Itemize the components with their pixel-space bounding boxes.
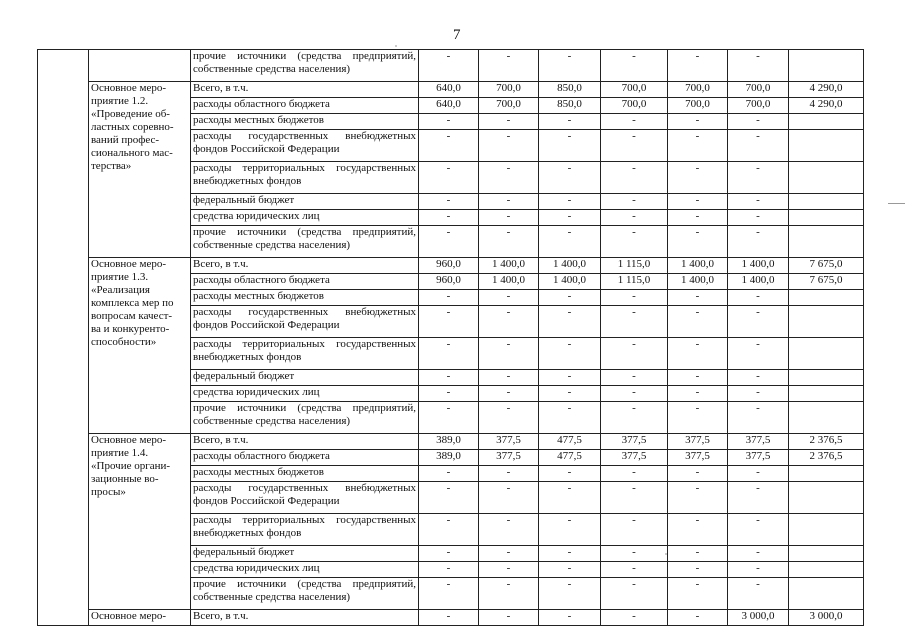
value-cell: - <box>419 370 479 386</box>
value-cell: - <box>668 194 728 210</box>
value-cell: - <box>601 514 668 546</box>
measure-name-line: приятие 1.4. <box>91 447 149 459</box>
value-cell <box>789 578 864 610</box>
value-cell: 389,0 <box>419 434 479 450</box>
value-cell: 850,0 <box>539 98 601 114</box>
value-cell: 7 675,0 <box>789 258 864 274</box>
value-cell: - <box>419 578 479 610</box>
value-cell: - <box>601 306 668 338</box>
measure-name-cell <box>89 50 191 82</box>
value-cell: - <box>668 306 728 338</box>
value-cell <box>789 338 864 370</box>
funding-source-cell: расходы местных бюджетов <box>191 114 419 130</box>
value-cell: 850,0 <box>539 82 601 98</box>
measure-name-line: приятие 1.2. <box>91 95 149 107</box>
value-cell <box>789 482 864 514</box>
funding-source-cell: прочие источники (средства предприятий, собственные средства населения) <box>191 578 419 610</box>
value-cell: - <box>668 562 728 578</box>
value-cell: 7 675,0 <box>789 274 864 290</box>
margin-mark <box>888 203 905 204</box>
value-cell: - <box>728 514 789 546</box>
table-row <box>38 50 864 82</box>
value-cell: - <box>539 194 601 210</box>
value-cell: 1 400,0 <box>728 274 789 290</box>
funding-source-cell: прочие источники (средства предприятий, собственные средства населения) <box>191 50 419 82</box>
value-cell: - <box>479 610 539 626</box>
value-cell: - <box>539 162 601 194</box>
value-cell: - <box>539 290 601 306</box>
measure-name-line: «Проведение об- <box>91 108 170 120</box>
value-cell: - <box>728 546 789 562</box>
value-cell: 700,0 <box>668 82 728 98</box>
value-cell: - <box>728 162 789 194</box>
value-cell: 1 400,0 <box>479 258 539 274</box>
value-cell: - <box>728 578 789 610</box>
value-cell <box>789 546 864 562</box>
value-cell: - <box>419 610 479 626</box>
measure-name-cell <box>89 610 191 626</box>
value-cell: - <box>601 194 668 210</box>
measure-name-cell <box>89 82 191 258</box>
value-cell <box>789 162 864 194</box>
value-cell: - <box>728 386 789 402</box>
value-cell: - <box>668 50 728 82</box>
value-cell <box>789 402 864 434</box>
value-cell: - <box>479 546 539 562</box>
measure-name-line: приятие 1.3. <box>91 271 149 283</box>
value-cell: - <box>728 226 789 258</box>
value-cell: - <box>668 610 728 626</box>
funding-source-cell: средства юридических лиц <box>191 562 419 578</box>
scan-speck <box>395 45 397 47</box>
value-cell: 1 400,0 <box>479 274 539 290</box>
value-cell: - <box>728 114 789 130</box>
value-cell: 700,0 <box>479 82 539 98</box>
value-cell: - <box>419 482 479 514</box>
funding-source-cell: расходы областного бюджета <box>191 98 419 114</box>
measure-name-line: комплекса мер по <box>91 297 174 309</box>
value-cell: - <box>479 306 539 338</box>
value-cell: - <box>668 578 728 610</box>
value-cell: - <box>419 130 479 162</box>
funding-source-cell: расходы областного бюджета <box>191 450 419 466</box>
value-cell <box>789 130 864 162</box>
value-cell: - <box>479 130 539 162</box>
value-cell: - <box>479 226 539 258</box>
value-cell: - <box>728 338 789 370</box>
table-row <box>38 82 864 98</box>
measure-name-line: просы» <box>91 486 126 498</box>
table-row <box>38 258 864 274</box>
value-cell: - <box>668 546 728 562</box>
value-cell: - <box>539 402 601 434</box>
value-cell: - <box>668 514 728 546</box>
value-cell: - <box>668 290 728 306</box>
value-cell: - <box>539 226 601 258</box>
value-cell: - <box>479 210 539 226</box>
empty-left-column <box>38 50 89 626</box>
value-cell: 700,0 <box>601 82 668 98</box>
value-cell: - <box>728 370 789 386</box>
value-cell: - <box>668 130 728 162</box>
value-cell: - <box>601 370 668 386</box>
funding-source-cell: прочие источники (средства предприятий, собственные средства населения) <box>191 226 419 258</box>
funding-source-cell: расходы государственных внебюджетных фондов Российской Федерации <box>191 482 419 514</box>
funding-source-cell: расходы областного бюджета <box>191 274 419 290</box>
value-cell: - <box>479 114 539 130</box>
value-cell: 960,0 <box>419 274 479 290</box>
value-cell: - <box>419 386 479 402</box>
value-cell: - <box>479 386 539 402</box>
value-cell: - <box>539 114 601 130</box>
value-cell: - <box>419 562 479 578</box>
value-cell <box>789 194 864 210</box>
value-cell: - <box>539 386 601 402</box>
value-cell: - <box>601 562 668 578</box>
value-cell: - <box>601 338 668 370</box>
value-cell <box>789 370 864 386</box>
value-cell: 477,5 <box>539 434 601 450</box>
value-cell: 640,0 <box>419 82 479 98</box>
funding-source-cell: федеральный бюджет <box>191 370 419 386</box>
value-cell: - <box>539 210 601 226</box>
funding-source-cell: Всего, в т.ч. <box>191 434 419 450</box>
measure-name-line: Основное меро- <box>91 610 167 622</box>
funding-source-cell: Всего, в т.ч. <box>191 258 419 274</box>
value-cell: 377,5 <box>728 434 789 450</box>
value-cell: - <box>539 338 601 370</box>
value-cell: - <box>668 482 728 514</box>
value-cell: - <box>539 546 601 562</box>
value-cell: 700,0 <box>479 98 539 114</box>
value-cell <box>789 114 864 130</box>
value-cell: - <box>479 290 539 306</box>
value-cell: - <box>479 402 539 434</box>
value-cell: 377,5 <box>479 450 539 466</box>
measure-name-line: сионального мас- <box>91 147 173 159</box>
measure-name-line: Основное меро- <box>91 258 167 270</box>
value-cell: 1 400,0 <box>539 258 601 274</box>
funding-source-cell: федеральный бюджет <box>191 546 419 562</box>
value-cell: 1 400,0 <box>728 258 789 274</box>
value-cell: - <box>601 290 668 306</box>
measure-name-cell <box>89 258 191 434</box>
value-cell: 377,5 <box>728 450 789 466</box>
value-cell: 1 115,0 <box>601 258 668 274</box>
value-cell <box>789 290 864 306</box>
value-cell: - <box>479 194 539 210</box>
value-cell: - <box>479 578 539 610</box>
funding-source-cell: федеральный бюджет <box>191 194 419 210</box>
value-cell: - <box>601 578 668 610</box>
value-cell: - <box>728 306 789 338</box>
measure-name-cell <box>89 434 191 610</box>
value-cell: - <box>479 162 539 194</box>
value-cell: 700,0 <box>668 98 728 114</box>
funding-source-cell: расходы территориальных государственных внебюджетных фондов <box>191 514 419 546</box>
value-cell: 1 400,0 <box>539 274 601 290</box>
value-cell: - <box>601 482 668 514</box>
value-cell: 389,0 <box>419 450 479 466</box>
value-cell: 377,5 <box>479 434 539 450</box>
value-cell: - <box>479 482 539 514</box>
funding-source-cell: прочие источники (средства предприятий, собственные средства населения) <box>191 402 419 434</box>
value-cell: - <box>419 546 479 562</box>
value-cell: - <box>728 194 789 210</box>
value-cell: - <box>601 162 668 194</box>
value-cell: - <box>479 466 539 482</box>
value-cell: - <box>419 306 479 338</box>
value-cell: 700,0 <box>728 98 789 114</box>
value-cell: - <box>728 482 789 514</box>
value-cell: - <box>479 370 539 386</box>
value-cell: 700,0 <box>601 98 668 114</box>
measure-name-line: ластных соревно- <box>91 121 174 133</box>
measure-name-line: «Прочие органи- <box>91 460 171 472</box>
value-cell: - <box>539 50 601 82</box>
value-cell: - <box>419 194 479 210</box>
measure-name-line: Основное меро- <box>91 434 167 446</box>
value-cell: - <box>668 466 728 482</box>
value-cell: - <box>419 114 479 130</box>
value-cell: 3 000,0 <box>728 610 789 626</box>
funding-source-cell: Всего, в т.ч. <box>191 610 419 626</box>
value-cell: - <box>728 130 789 162</box>
page-number: 7 <box>453 27 461 43</box>
table-row <box>38 434 864 450</box>
value-cell: - <box>728 402 789 434</box>
value-cell: - <box>539 130 601 162</box>
value-cell: - <box>601 114 668 130</box>
value-cell <box>789 514 864 546</box>
value-cell: - <box>601 130 668 162</box>
measure-name-line: «Реализация <box>91 284 150 296</box>
measure-name-line: способности» <box>91 336 157 348</box>
value-cell <box>789 466 864 482</box>
funding-source-cell: средства юридических лиц <box>191 210 419 226</box>
value-cell: - <box>419 226 479 258</box>
funding-source-cell: Всего, в т.ч. <box>191 82 419 98</box>
value-cell: 1 115,0 <box>601 274 668 290</box>
table-row <box>38 610 864 626</box>
value-cell: - <box>668 210 728 226</box>
value-cell: - <box>479 50 539 82</box>
value-cell: - <box>539 466 601 482</box>
value-cell: - <box>668 370 728 386</box>
value-cell <box>789 226 864 258</box>
funding-source-cell: расходы государственных внебюджетных фондов Российской Федерации <box>191 306 419 338</box>
value-cell: 377,5 <box>601 450 668 466</box>
value-cell: - <box>419 338 479 370</box>
value-cell: - <box>419 210 479 226</box>
value-cell: - <box>668 226 728 258</box>
value-cell: - <box>601 386 668 402</box>
value-cell: 377,5 <box>668 434 728 450</box>
value-cell: - <box>728 50 789 82</box>
value-cell: - <box>419 290 479 306</box>
value-cell: - <box>668 402 728 434</box>
value-cell: 960,0 <box>419 258 479 274</box>
value-cell: - <box>479 338 539 370</box>
funding-source-cell: расходы территориальных государственных внебюджетных фондов <box>191 338 419 370</box>
value-cell: - <box>419 162 479 194</box>
value-cell: - <box>601 546 668 562</box>
value-cell <box>789 306 864 338</box>
value-cell: - <box>419 466 479 482</box>
value-cell: - <box>668 386 728 402</box>
funding-source-cell: расходы территориальных государственных внебюджетных фондов <box>191 162 419 194</box>
measure-name-line: Основное меро- <box>91 82 167 94</box>
value-cell <box>789 562 864 578</box>
value-cell: 700,0 <box>728 82 789 98</box>
value-cell <box>789 210 864 226</box>
value-cell: - <box>539 370 601 386</box>
value-cell: - <box>419 50 479 82</box>
value-cell: - <box>601 402 668 434</box>
budget-table <box>37 49 864 626</box>
value-cell: - <box>539 562 601 578</box>
value-cell: - <box>668 114 728 130</box>
value-cell: - <box>419 514 479 546</box>
value-cell: - <box>479 514 539 546</box>
value-cell: - <box>668 162 728 194</box>
value-cell: - <box>728 466 789 482</box>
value-cell: - <box>539 610 601 626</box>
value-cell: - <box>539 578 601 610</box>
value-cell: - <box>539 306 601 338</box>
value-cell: 1 400,0 <box>668 274 728 290</box>
value-cell: - <box>601 210 668 226</box>
value-cell: 2 376,5 <box>789 434 864 450</box>
value-cell: - <box>419 402 479 434</box>
measure-name-line: ва и конкуренто- <box>91 323 170 335</box>
value-cell <box>789 386 864 402</box>
value-cell: - <box>728 210 789 226</box>
funding-source-cell: расходы местных бюджетов <box>191 290 419 306</box>
value-cell: - <box>601 226 668 258</box>
value-cell: 4 290,0 <box>789 82 864 98</box>
value-cell: - <box>728 562 789 578</box>
value-cell: - <box>539 482 601 514</box>
value-cell: 1 400,0 <box>668 258 728 274</box>
value-cell: 4 290,0 <box>789 98 864 114</box>
funding-source-cell: расходы местных бюджетов <box>191 466 419 482</box>
measure-name-line: терства» <box>91 160 132 172</box>
value-cell: 377,5 <box>601 434 668 450</box>
value-cell: 2 376,5 <box>789 450 864 466</box>
value-cell: - <box>668 338 728 370</box>
value-cell: - <box>728 290 789 306</box>
measure-name-line: ваний профес- <box>91 134 160 146</box>
value-cell: 3 000,0 <box>789 610 864 626</box>
value-cell: - <box>601 466 668 482</box>
value-cell <box>789 50 864 82</box>
measure-name-line: вопросам качест- <box>91 310 173 322</box>
measure-name-line: зационные во- <box>91 473 159 485</box>
value-cell: 640,0 <box>419 98 479 114</box>
value-cell: 377,5 <box>668 450 728 466</box>
value-cell: - <box>601 610 668 626</box>
value-cell: - <box>479 562 539 578</box>
value-cell: 477,5 <box>539 450 601 466</box>
funding-source-cell: расходы государственных внебюджетных фондов Российской Федерации <box>191 130 419 162</box>
value-cell: - <box>601 50 668 82</box>
funding-source-cell: средства юридических лиц <box>191 386 419 402</box>
value-cell: - <box>539 514 601 546</box>
